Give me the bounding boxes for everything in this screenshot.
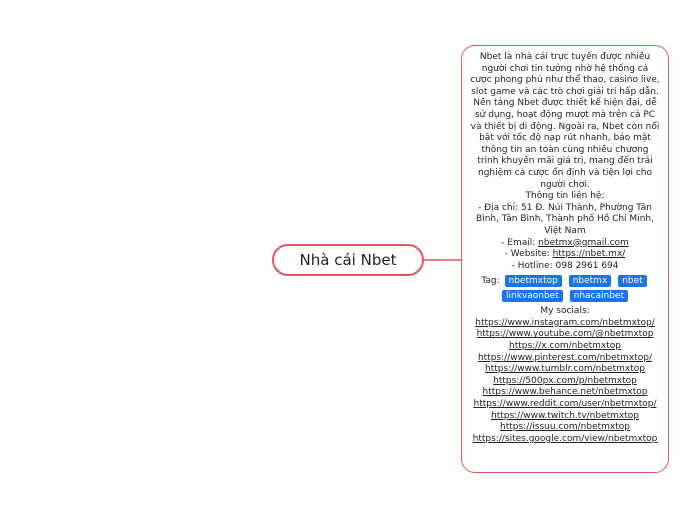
website-label: - Website: bbox=[504, 249, 553, 260]
central-topic-node[interactable] bbox=[272, 244, 424, 276]
socials-heading: My socials: bbox=[540, 306, 590, 317]
hotline-text: - Hotline: 098 2961 694 bbox=[511, 260, 619, 271]
contact-heading: Thông tin liên hệ: bbox=[525, 191, 605, 202]
website-line bbox=[470, 249, 660, 261]
tag-label: Tag: bbox=[481, 276, 500, 287]
tag-nbetmx[interactable]: nbetmx bbox=[569, 275, 612, 287]
tag-nhacainbet[interactable]: nhacainbet bbox=[570, 290, 628, 302]
social-link-x[interactable]: https://x.com/nbetmxtop bbox=[508, 341, 622, 352]
social-link-pinterest[interactable]: https://www.pinterest.com/nbetmxtop/ bbox=[477, 352, 653, 363]
social-link-issuu[interactable]: https://issuu.com/nbetmxtop bbox=[500, 422, 630, 433]
website-link[interactable]: https://nbet.mx/ bbox=[552, 249, 626, 260]
social-link-tumblr[interactable]: https://www.tumblr.com/nbetmxtop bbox=[485, 364, 645, 375]
social-link-behance[interactable]: https://www.behance.net/nbetmxtop bbox=[482, 387, 648, 398]
email-link[interactable]: nbetmx@gmail.com bbox=[538, 237, 629, 248]
tag-nbetmxtop[interactable]: nbetmxtop bbox=[505, 275, 562, 287]
social-link-500px[interactable]: https://500px.com/p/nbetmxtop bbox=[493, 375, 637, 386]
email-label: - Email: bbox=[501, 237, 539, 248]
description-text: Nbet là nhà cái trực tuyến được nhiều người chơi tin tưởng nhờ hệ thống cá cược phong phú như thể thao, casino live, slot game và các trò chơi giải trí hấp dẫn. Nền tảng Nbet được thiết kế hiện đại, dễ sử dụng, hoạt động mượt mà trên cả PC và thiết bị di động. Ngoài ra, Nbet còn nổi bật với tốc độ nạp rút nhanh, bảo mật thông tin an toàn cùng nhiều chương trình khuyến mãi giá trị, mang đến trải nghiệm cá cược ổn định và tiện lợi cho người chơi. bbox=[470, 52, 660, 190]
note-node[interactable] bbox=[461, 45, 669, 473]
tag-list bbox=[470, 274, 660, 304]
tag-linkvaonbet[interactable]: linkvaonbet bbox=[502, 290, 563, 302]
social-link-instagram[interactable]: https://www.instagram.com/nbetmxtop/ bbox=[475, 317, 655, 328]
email-line bbox=[470, 238, 660, 250]
central-topic-label: Nhà cái Nbet bbox=[299, 251, 397, 269]
social-link-reddit[interactable]: https://www.reddit.com/user/nbetmxtop/ bbox=[473, 399, 657, 410]
social-link-google-sites[interactable]: https://sites.google.com/view/nbetmxtop bbox=[472, 433, 658, 444]
address-text: - Địa chỉ: 51 Đ. Núi Thành, Phường Tân Bình, Tân Bình, Thành phố Hồ Chí Minh, Việt Nam bbox=[476, 202, 654, 236]
social-link-twitch[interactable]: https://www.twitch.tv/nbetmxtop bbox=[490, 410, 640, 421]
tag-nbet[interactable]: nbet bbox=[618, 275, 646, 287]
social-link-youtube[interactable]: https://www.youtube.com/@nbetmxtop bbox=[476, 329, 654, 340]
